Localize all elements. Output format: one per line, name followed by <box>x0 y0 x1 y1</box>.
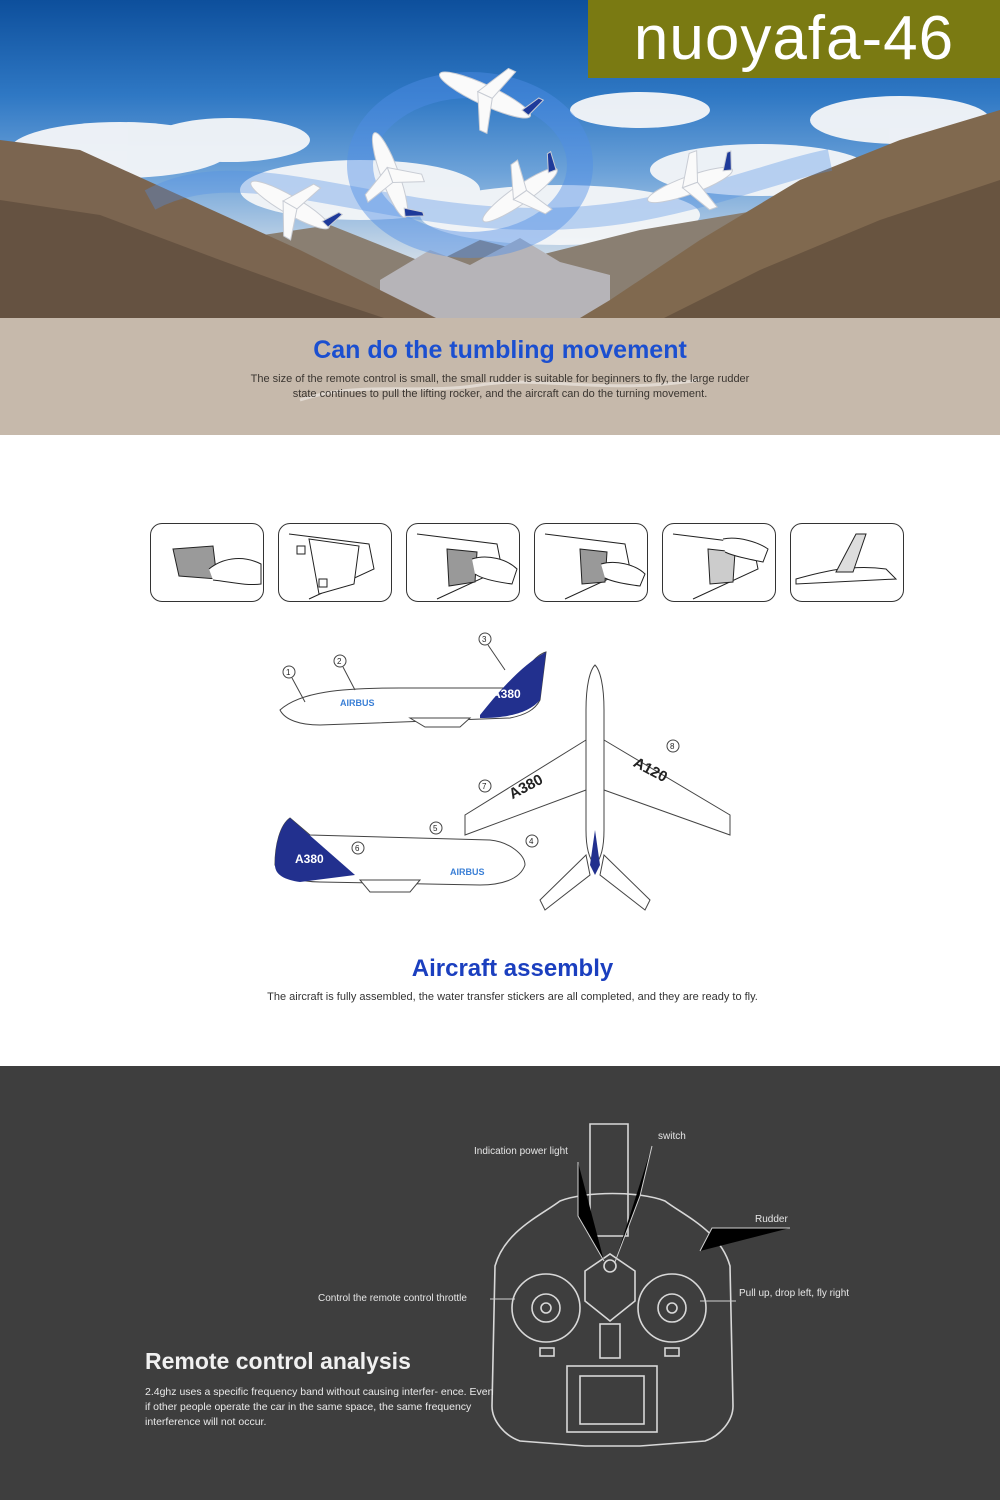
callout-7: 7 <box>482 782 487 791</box>
assembly-description: The aircraft is fully assembled, the water transfer stickers are all completed, and they are ready to fly. <box>267 991 758 1003</box>
label-throttle: Control the remote control throttle <box>318 1293 467 1304</box>
hero-description: The size of the remote control is small, the small rudder is suitable for beginners to fly, the large rudder state continues to pull the lifting rocker, and the aircraft can do the turning movement. <box>250 373 750 400</box>
sticker-hand-icon <box>151 524 264 602</box>
label-switch: switch <box>658 1131 686 1142</box>
callout-1: 1 <box>286 668 291 677</box>
remote-title: Remote control analysis <box>145 1348 411 1374</box>
fuselage-text: AIRBUS <box>450 867 485 877</box>
watermark: nuoyafa-46 <box>588 0 1000 78</box>
label-rudder: Rudder <box>755 1214 788 1225</box>
callout-4: 4 <box>529 837 534 846</box>
assembly-title: Aircraft assembly <box>411 955 614 982</box>
tail-finished-icon <box>791 524 904 602</box>
wing-text-left: A380 <box>506 771 546 803</box>
callout-3: 3 <box>482 635 487 644</box>
assembly-step-6 <box>790 523 904 602</box>
assembly-step-4 <box>534 523 648 602</box>
tail-text: A380 <box>295 852 324 866</box>
tail-assembly-icon <box>279 524 392 602</box>
assembly-step-5 <box>662 523 776 602</box>
side-view-plane-mirrored <box>275 818 538 892</box>
assembly-steps <box>150 523 910 603</box>
tail-text: A380 <box>492 687 521 701</box>
fuselage-text: AIRBUS <box>340 698 375 708</box>
hero-title: Can do the tumbling movement <box>313 336 687 364</box>
assembly-step-1 <box>150 523 264 602</box>
wing-text-right: A120 <box>630 754 671 786</box>
hero-section <box>0 0 1000 435</box>
assembly-step-2 <box>278 523 392 602</box>
label-pull-up: Pull up, drop left, fly right <box>739 1288 850 1299</box>
callout-5: 5 <box>433 824 438 833</box>
label-power-light: Indication power light <box>474 1146 568 1157</box>
callout-2: 2 <box>337 657 342 666</box>
callout-8: 8 <box>670 742 675 751</box>
callout-6: 6 <box>355 844 360 853</box>
tail-assembly-icon <box>663 524 776 602</box>
remote-control-diagram <box>0 1066 1000 1500</box>
assembly-step-3 <box>406 523 520 602</box>
side-view-plane <box>280 633 546 727</box>
aircraft-diagram <box>260 630 760 920</box>
remote-description: 2.4ghz uses a specific frequency band without causing interfer- ence. Even if other people operate the car in the same space, the same frequency interference will not occur. <box>145 1386 494 1428</box>
tail-assembly-icon <box>407 524 520 602</box>
remote-section <box>0 1066 1000 1500</box>
tail-assembly-icon <box>535 524 648 602</box>
